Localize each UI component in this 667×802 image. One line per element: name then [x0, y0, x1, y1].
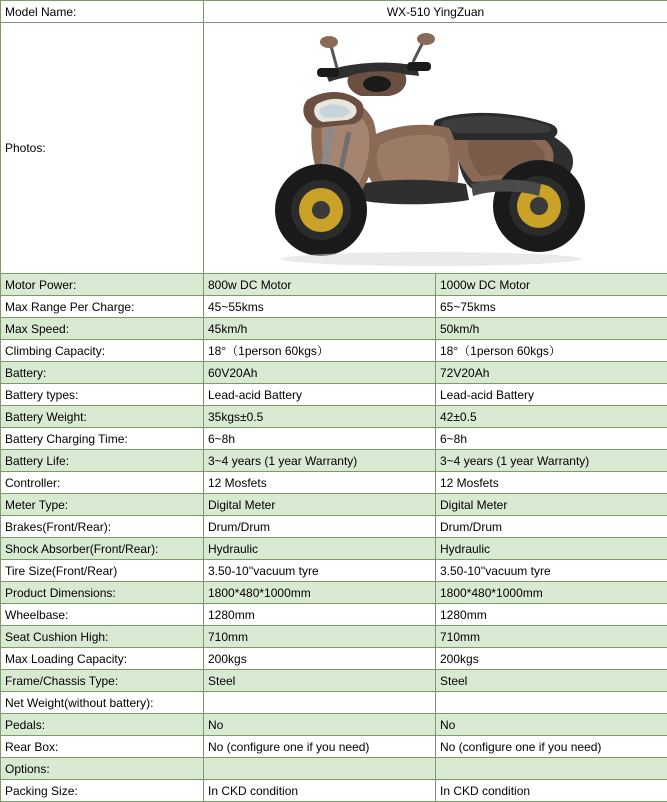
table-row: [1, 318, 667, 340]
table-row: [1, 692, 667, 714]
spec-label: Max Loading Capacity:: [1, 648, 204, 670]
spec-value-variant-2: 1000w DC Motor: [436, 274, 667, 296]
spec-value-variant-1: 12 Mosfets: [204, 472, 436, 494]
spec-value-variant-1: Hydraulic: [204, 538, 436, 560]
spec-value-variant-1: 710mm: [204, 626, 436, 648]
spec-value-variant-2: Drum/Drum: [436, 516, 667, 538]
spec-value-variant-2: 3.50-10''vacuum tyre: [436, 560, 667, 582]
photos-label: Photos:: [1, 23, 204, 274]
spec-label: Options:: [1, 758, 204, 780]
scooter-photo: [208, 25, 663, 271]
table-row: [1, 648, 667, 670]
table-row: [1, 494, 667, 516]
spec-value-variant-1: Lead-acid Battery: [204, 384, 436, 406]
spec-value-variant-2: 1280mm: [436, 604, 667, 626]
spec-value-variant-2: Steel: [436, 670, 667, 692]
table-row: [1, 582, 667, 604]
spec-value-variant-1: [204, 758, 436, 780]
spec-label: Shock Absorber(Front/Rear):: [1, 538, 204, 560]
spec-value-variant-1: 35kgs±0.5: [204, 406, 436, 428]
spec-value-variant-1: 3.50-10''vacuum tyre: [204, 560, 436, 582]
table-row: [1, 538, 667, 560]
spec-value-variant-2: Lead-acid Battery: [436, 384, 667, 406]
spec-label: Battery types:: [1, 384, 204, 406]
table-row: [1, 670, 667, 692]
spec-label: Controller:: [1, 472, 204, 494]
spec-value-variant-1: 800w DC Motor: [204, 274, 436, 296]
spec-label: Battery Life:: [1, 450, 204, 472]
table-row: [1, 406, 667, 428]
table-row: [1, 736, 667, 758]
model-name-value: WX-510 YingZuan: [204, 1, 667, 23]
electric-scooter-illustration: [221, 28, 651, 268]
spec-value-variant-2: In CKD condition: [436, 780, 667, 802]
table-row: [1, 758, 667, 780]
spec-value-variant-1: 45~55kms: [204, 296, 436, 318]
spec-label: Max Speed:: [1, 318, 204, 340]
spec-value-variant-1: No: [204, 714, 436, 736]
spec-value-variant-2: 710mm: [436, 626, 667, 648]
spec-value-variant-1: 45km/h: [204, 318, 436, 340]
table-row: [1, 516, 667, 538]
spec-value-variant-2: 12 Mosfets: [436, 472, 667, 494]
spec-label: Net Weight(without battery):: [1, 692, 204, 714]
table-row: [1, 450, 667, 472]
spec-value-variant-2: 72V20Ah: [436, 362, 667, 384]
table-row: [1, 626, 667, 648]
table-row: [1, 780, 667, 802]
table-row: [1, 296, 667, 318]
spec-label: Seat Cushion High:: [1, 626, 204, 648]
spec-value-variant-1: [204, 692, 436, 714]
spec-value-variant-2: 1800*480*1000mm: [436, 582, 667, 604]
photos-row: [1, 23, 667, 274]
spec-value-variant-2: 3~4 years (1 year Warranty): [436, 450, 667, 472]
spec-value-variant-2: 18°（1person 60kgs）: [436, 340, 667, 362]
spec-value-variant-1: 3~4 years (1 year Warranty): [204, 450, 436, 472]
spec-rows-body: [1, 274, 667, 802]
table-row: [1, 428, 667, 450]
spec-value-variant-2: Hydraulic: [436, 538, 667, 560]
model-name-row: [1, 1, 667, 23]
spec-label: Packing Size:: [1, 780, 204, 802]
table-row: [1, 362, 667, 384]
table-row: [1, 604, 667, 626]
spec-label: Brakes(Front/Rear):: [1, 516, 204, 538]
spec-label: Max Range Per Charge:: [1, 296, 204, 318]
spec-label: Climbing Capacity:: [1, 340, 204, 362]
spec-label: Meter Type:: [1, 494, 204, 516]
spec-value-variant-1: In CKD condition: [204, 780, 436, 802]
photo-cell: [204, 23, 667, 274]
spec-value-variant-2: [436, 692, 667, 714]
table-row: [1, 472, 667, 494]
spec-label: Tire Size(Front/Rear): [1, 560, 204, 582]
spec-value-variant-2: No (configure one if you need): [436, 736, 667, 758]
spec-value-variant-2: [436, 758, 667, 780]
spec-label: Motor Power:: [1, 274, 204, 296]
table-row: [1, 384, 667, 406]
spec-value-variant-2: Digital Meter: [436, 494, 667, 516]
spec-value-variant-2: 42±0.5: [436, 406, 667, 428]
spec-value-variant-2: No: [436, 714, 667, 736]
spec-value-variant-1: No (configure one if you need): [204, 736, 436, 758]
spec-value-variant-1: 200kgs: [204, 648, 436, 670]
spec-label: Wheelbase:: [1, 604, 204, 626]
table-row: [1, 274, 667, 296]
model-name-label: Model Name:: [1, 1, 204, 23]
spec-value-variant-1: 18°（1person 60kgs）: [204, 340, 436, 362]
spec-value-variant-2: 6~8h: [436, 428, 667, 450]
spec-label: Battery Weight:: [1, 406, 204, 428]
spec-label: Frame/Chassis Type:: [1, 670, 204, 692]
spec-value-variant-1: 1800*480*1000mm: [204, 582, 436, 604]
table-row: [1, 340, 667, 362]
table-row: [1, 714, 667, 736]
spec-value-variant-2: 50km/h: [436, 318, 667, 340]
table-row: [1, 560, 667, 582]
spec-value-variant-1: 60V20Ah: [204, 362, 436, 384]
spec-value-variant-1: Steel: [204, 670, 436, 692]
spec-value-variant-1: 1280mm: [204, 604, 436, 626]
spec-label: Battery:: [1, 362, 204, 384]
spec-value-variant-1: Drum/Drum: [204, 516, 436, 538]
spec-value-variant-1: Digital Meter: [204, 494, 436, 516]
spec-value-variant-1: 6~8h: [204, 428, 436, 450]
spec-label: Battery Charging Time:: [1, 428, 204, 450]
spec-value-variant-2: 200kgs: [436, 648, 667, 670]
spec-label: Product Dimensions:: [1, 582, 204, 604]
spec-label: Rear Box:: [1, 736, 204, 758]
spec-value-variant-2: 65~75kms: [436, 296, 667, 318]
spec-label: Pedals:: [1, 714, 204, 736]
